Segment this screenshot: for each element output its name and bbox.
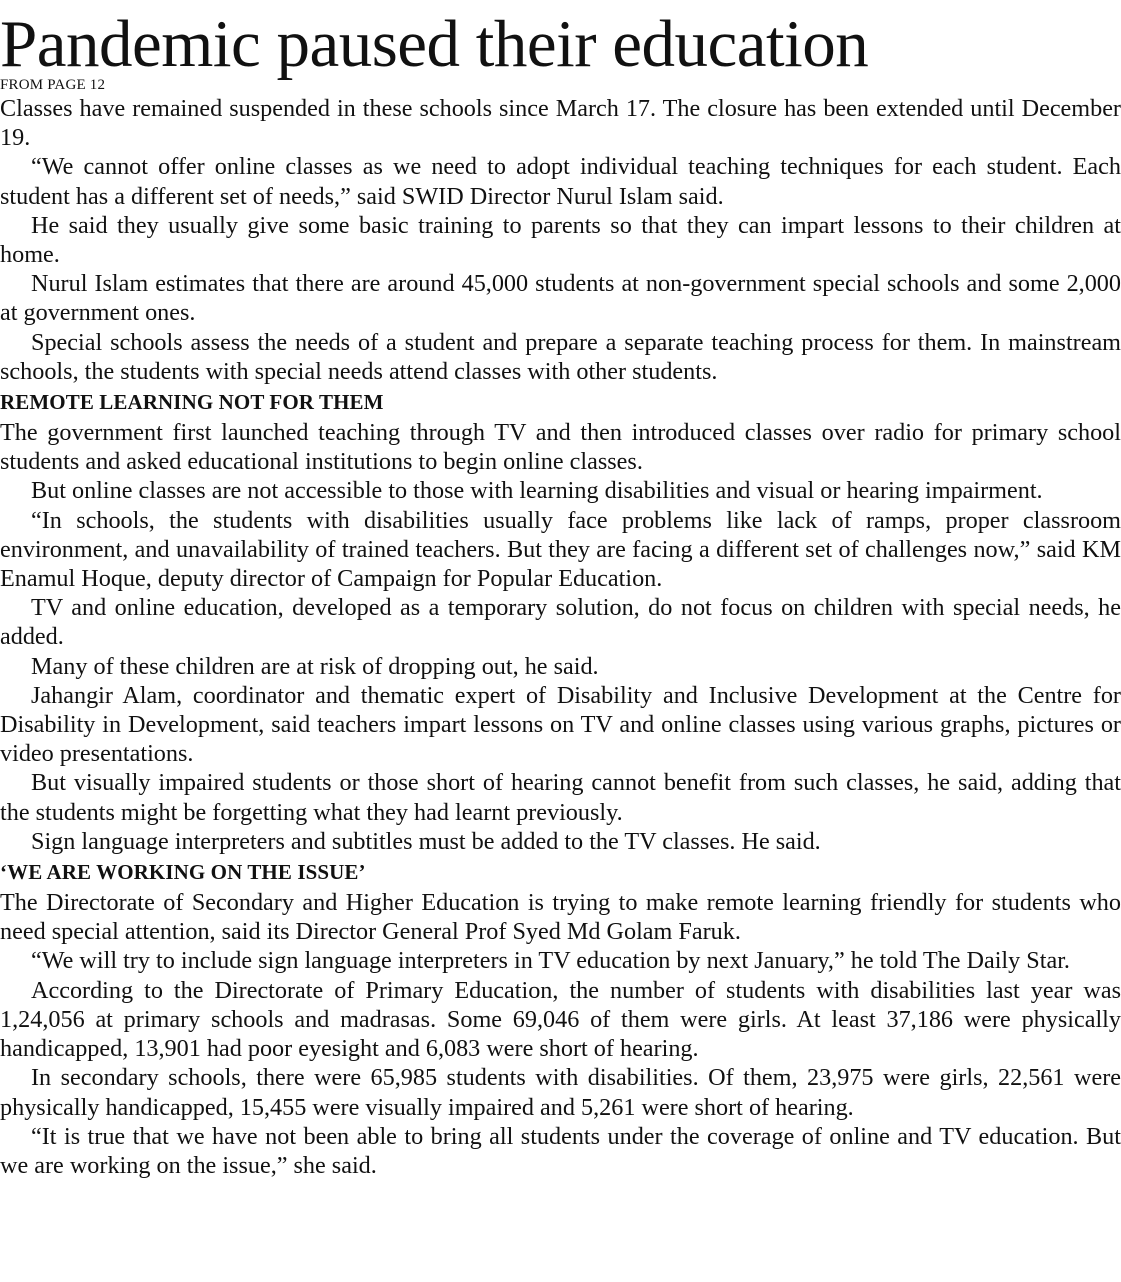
paragraph: Sign language interpreters and subtitles must be added to the TV classes. He said. bbox=[31, 827, 821, 855]
paragraph: Special schools assess the needs of a student and prepare a separate teaching process for them. In mainstream schools, the students with special needs attend classes with other students. bbox=[0, 328, 1121, 385]
paragraph: “In schools, the students with disabilities usually face problems like lack of ramps, proper classroom environment, and unavailability of trained teachers. But they are facing a different set of challenges now,” said KM Enamul Hoque, deputy director of Campaign for Popular Education. bbox=[0, 506, 1121, 593]
jump-line: FROM PAGE 12 bbox=[0, 77, 106, 93]
headline: Pandemic paused their education bbox=[0, 7, 869, 81]
paragraph: Jahangir Alam, coordinator and thematic expert of Disability and Inclusive Development at the Centre for Disability in Development, said teachers impart lessons on TV and online classes using various graphs, pictures or video presentations. bbox=[0, 681, 1121, 768]
paragraph: “We cannot offer online classes as we need to adopt individual teaching techniques for each student. Each student has a different set of needs,” said SWID Director Nurul Islam said. bbox=[0, 153, 1121, 210]
paragraph: But visually impaired students or those short of hearing cannot benefit from such classes, he said, adding that the students might be forgetting what they had learnt previously. bbox=[0, 769, 1121, 826]
paragraph: The government first launched teaching through TV and then introduced classes over radio for primary school students and asked educational institutions to begin online classes. bbox=[0, 419, 1121, 476]
paragraph: The Directorate of Secondary and Higher Education is trying to make remote learning friendly for students who need special attention, said its Director General Prof Syed Md Golam Faruk. bbox=[0, 889, 1121, 946]
subheading-working-on-issue: ‘WE ARE WORKING ON THE ISSUE’ bbox=[0, 860, 366, 885]
paragraph: In secondary schools, there were 65,985 students with disabilities. Of them, 23,975 were girls, 22,561 were physically handicapped, 15,455 were visually impaired and 5,261 were short of hearing. bbox=[0, 1064, 1121, 1121]
article-body bbox=[0, 94, 1121, 1180]
paragraph: But online classes are not accessible to those with learning disabilities and visual or hearing impairment. bbox=[31, 477, 1043, 505]
paragraph: According to the Directorate of Primary Education, the number of students with disabilities last year was 1,24,056 at primary schools and madrasas. Some 69,046 of them were girls. At least 37,186 were physically handicapped, 13,901 had poor eyesight and 6,083 were short of hearing. bbox=[0, 976, 1121, 1063]
paragraph: He said they usually give some basic training to parents so that they can impart lessons to their children at home. bbox=[0, 211, 1121, 269]
paragraph: Many of these children are at risk of dropping out, he said. bbox=[31, 652, 599, 680]
paragraph: “We will try to include sign language interpreters in TV education by next January,” he told The Daily Star. bbox=[31, 947, 1070, 975]
paragraph: TV and online education, developed as a temporary solution, do not focus on children with special needs, he added. bbox=[0, 594, 1121, 651]
subheading-remote-learning: REMOTE LEARNING NOT FOR THEM bbox=[0, 390, 384, 415]
paragraph: “It is true that we have not been able to bring all students under the coverage of online and TV education. But we are working on the issue,” she said. bbox=[0, 1122, 1121, 1179]
paragraph: Classes have remained suspended in these schools since March 17. The closure has been extended until December 19. bbox=[0, 95, 1121, 152]
paragraph: Nurul Islam estimates that there are around 45,000 students at non-government special schools and some 2,000 at government ones. bbox=[0, 270, 1121, 327]
